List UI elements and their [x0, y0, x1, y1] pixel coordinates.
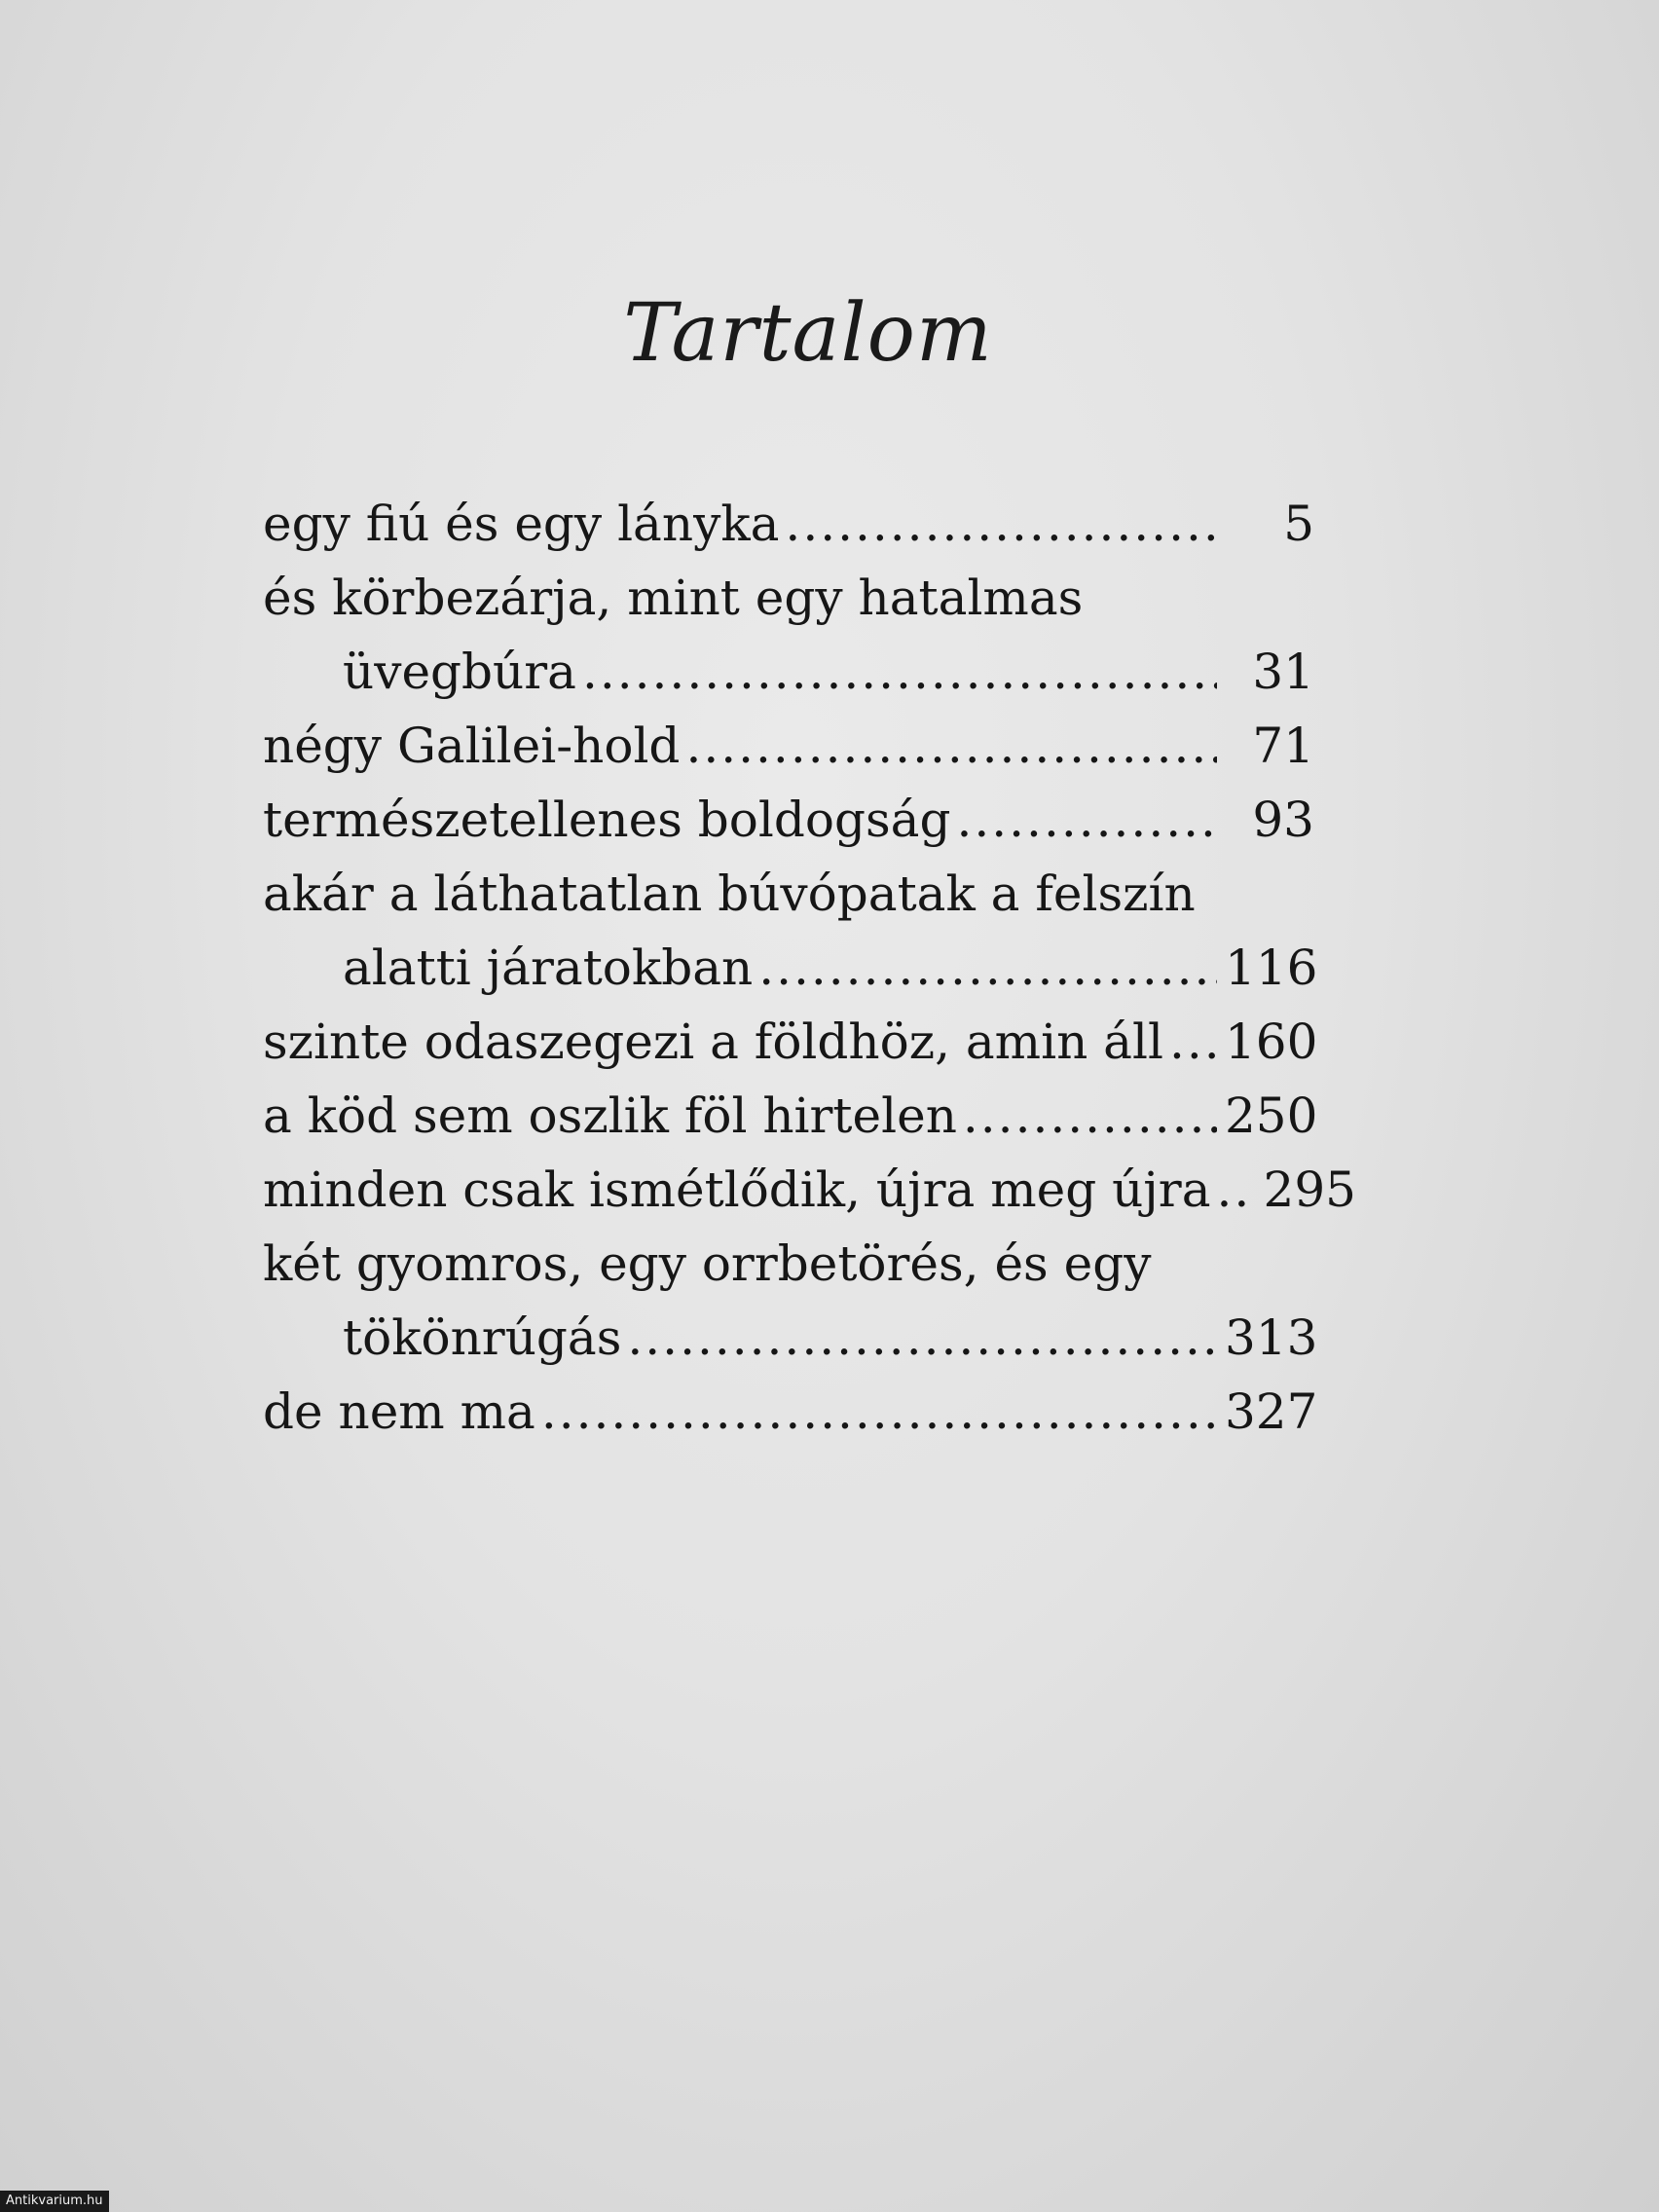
toc-entry-title: két gyomros, egy orrbetörés, és egy — [263, 1235, 1152, 1292]
toc-entry-page: 71 — [1252, 718, 1314, 774]
toc-entry-page: 160 — [1225, 1014, 1318, 1070]
toc-entry — [263, 1375, 1318, 1449]
toc-entry-line — [263, 1227, 1314, 1301]
toc-entry-title: alatti járatokban — [343, 940, 754, 996]
toc-entry — [263, 487, 1314, 561]
toc-entry-title: természetellenes boldogság — [263, 792, 951, 848]
page-title: Tartalom — [623, 287, 993, 380]
toc-entry-title: négy Galilei-hold — [263, 718, 681, 774]
toc-entry-continuation — [263, 931, 1318, 1005]
toc-entry-title: tökönrúgás — [343, 1309, 622, 1366]
toc-entry-title: szinte odaszegezi a földhöz, amin áll — [263, 1014, 1163, 1070]
dot-leader — [541, 1375, 1217, 1449]
toc-entry-page: 313 — [1225, 1309, 1318, 1366]
dot-leader — [785, 487, 1217, 561]
watermark: Antikvarium.hu — [0, 2191, 109, 2212]
toc-entry-page: 116 — [1225, 940, 1318, 996]
dot-leader — [627, 1301, 1217, 1375]
toc-entry-page: 327 — [1225, 1383, 1318, 1440]
toc-entry-title: akár a láthatatlan búvópatak a felszín — [263, 866, 1196, 922]
toc-entry-continuation — [263, 1301, 1318, 1375]
toc-entry-page: 93 — [1252, 792, 1314, 848]
toc-entry-title: de nem ma — [263, 1383, 535, 1440]
dot-leader — [685, 709, 1217, 783]
toc-entry-title: és körbezárja, mint egy hatalmas — [263, 570, 1084, 626]
toc-entry-title: üvegbúra — [343, 644, 576, 700]
toc-entry-page: 295 — [1263, 1161, 1356, 1218]
toc-entry-page: 250 — [1225, 1088, 1318, 1144]
dot-leader — [956, 783, 1217, 857]
dot-leader — [1169, 1005, 1217, 1079]
toc-entry — [263, 1005, 1318, 1079]
dot-leader — [758, 931, 1217, 1005]
toc-entry-page: 5 — [1283, 496, 1314, 552]
toc-entry-title: minden csak ismétlődik, újra meg újra — [263, 1161, 1211, 1218]
toc-entry — [263, 709, 1314, 783]
toc-entry — [263, 1153, 1356, 1227]
toc-entry-line — [263, 857, 1314, 931]
toc-entry-line — [263, 561, 1314, 635]
dot-leader — [582, 635, 1217, 709]
toc-entry-continuation — [263, 635, 1314, 709]
dot-leader — [1217, 1153, 1256, 1227]
toc-entry-page: 31 — [1252, 644, 1314, 700]
dot-leader — [963, 1079, 1217, 1153]
table-of-contents — [263, 487, 1356, 1449]
toc-entry — [263, 783, 1314, 857]
toc-entry-title: a köd sem oszlik föl hirtelen — [263, 1088, 957, 1144]
toc-entry — [263, 1079, 1318, 1153]
toc-entry-title: egy fiú és egy lányka — [263, 496, 780, 552]
